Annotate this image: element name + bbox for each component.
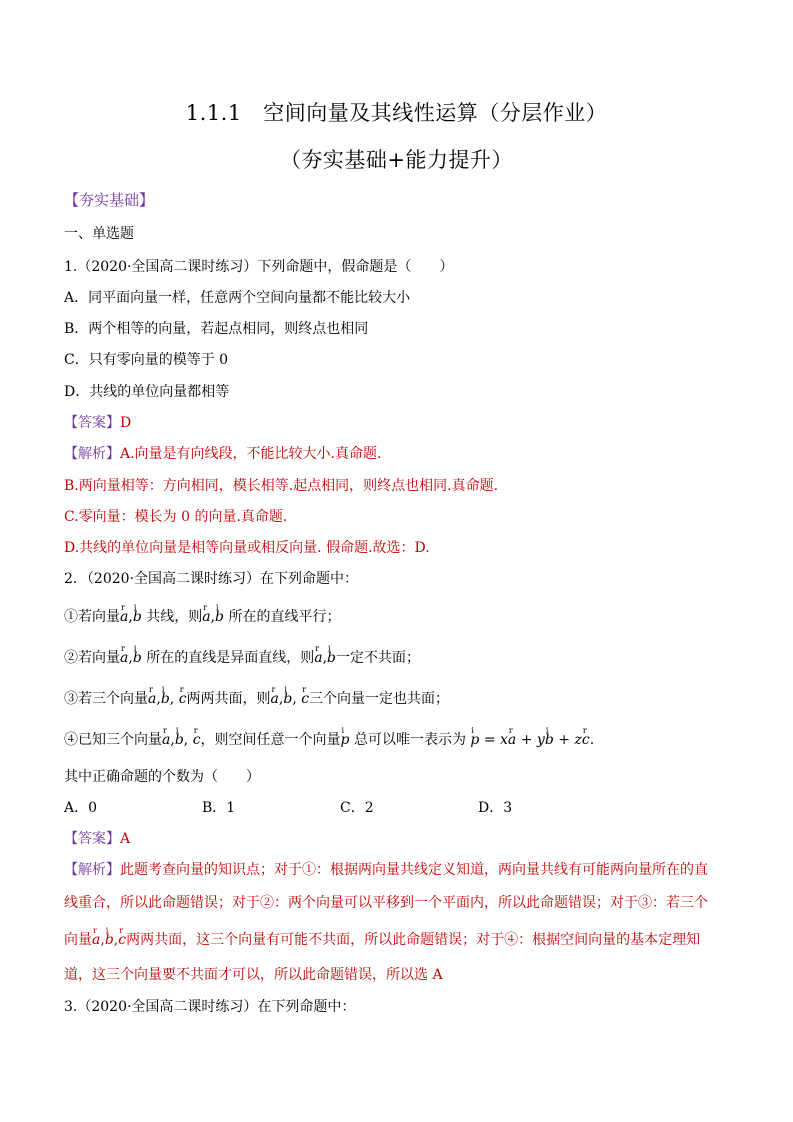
- q2-statement-3: ③若三个向量r a,i b, r c两两共面，则r a,i b, r c三个向量一定也共面；: [64, 689, 744, 709]
- q1-option-d: D．共线的单位向量都相等: [64, 384, 230, 400]
- q1-analysis-line-4: D.共线的单位向量是相等向量或相反向量. 假命题.故选：D.: [64, 540, 430, 556]
- answer-value: D: [120, 415, 132, 431]
- q1-option-b: B．两个相等的向量，若起点相同，则终点也相同: [64, 321, 369, 337]
- q1-analysis-line-1: 【解析】A.向量是有向线段，不能比较大小.真命题.: [64, 446, 382, 462]
- section-heading-basic: 【夯实基础】: [64, 191, 155, 209]
- q2-choices: [64, 798, 744, 818]
- q1-stem: 1.（2020·全国高二课时练习）下列命题中，假命题是（ ）: [64, 259, 454, 275]
- q2-statement-1: ①若向量r a,i b 共线，则r a,i b 所在的直线平行；: [64, 607, 744, 627]
- analysis-tag: 【解析】: [64, 446, 120, 462]
- q2-statement-4: ④已知三个向量r a,i b, r c，则空间任意一个向量i p 总可以唯一表示为 i p = xr a + yi b + zr c.: [64, 730, 744, 750]
- q2-choice-b: B．1: [202, 800, 236, 816]
- answer-tag: 【答案】: [64, 415, 120, 431]
- page-title: 1.1.1 空间向量及其线性运算（分层作业）: [185, 101, 608, 125]
- q2-answer: 【答案】A: [64, 831, 131, 847]
- q2-analysis-line-3: 向量r a,i b,r c两两共面，这三个向量有可能不共面，所以此命题错误；对于④：根据空间向量的基本定理知: [64, 930, 744, 950]
- q2-analysis-line-4: 道，这三个向量要不共面才可以，所以此命题错误，所以选 A: [64, 967, 443, 983]
- q1-analysis-line-2: B.两向量相等：方向相同，模长相等.起点相同，则终点也相同.真命题.: [64, 478, 499, 494]
- q2-ask: 其中正确命题的个数为（ ）: [64, 769, 260, 785]
- subsection-single-choice: 一、单选题: [64, 226, 134, 242]
- q2-choice-d: D．3: [478, 800, 513, 816]
- q1-analysis-line-3: C.零向量：模长为 0 的向量.真命题.: [64, 509, 288, 525]
- page-subtitle: （夯实基础+能力提升）: [279, 148, 514, 172]
- q2-choice-c: C．2: [340, 800, 374, 816]
- q2-analysis-line-1: 【解析】此题考查向量的知识点；对于①：根据两向量共线定义知道，两向量共线有可能两向量所在的直: [64, 862, 708, 878]
- q1-option-a: A．同平面向量一样，任意两个空间向量都不能比较大小: [64, 290, 411, 306]
- q1-answer: [64, 413, 744, 433]
- q2-analysis-line-2: 线重合，所以此命题错误；对于②：两个向量可以平移到一个平面内，所以此命题错误；对于③：若三个: [64, 895, 708, 911]
- q1-option-c: C．只有零向量的模等于 0: [64, 352, 229, 368]
- q3-stem: 3.（2020·全国高二课时练习）在下列命题中：: [64, 999, 356, 1015]
- q2-statement-2: ②若向量r a,i b 所在的直线是异面直线，则r a,i b一定不共面；: [64, 648, 744, 668]
- q2-choice-a: A．0: [64, 800, 98, 816]
- q2-stem: 2．（2020·全国高二课时练习）在下列命题中：: [64, 571, 358, 587]
